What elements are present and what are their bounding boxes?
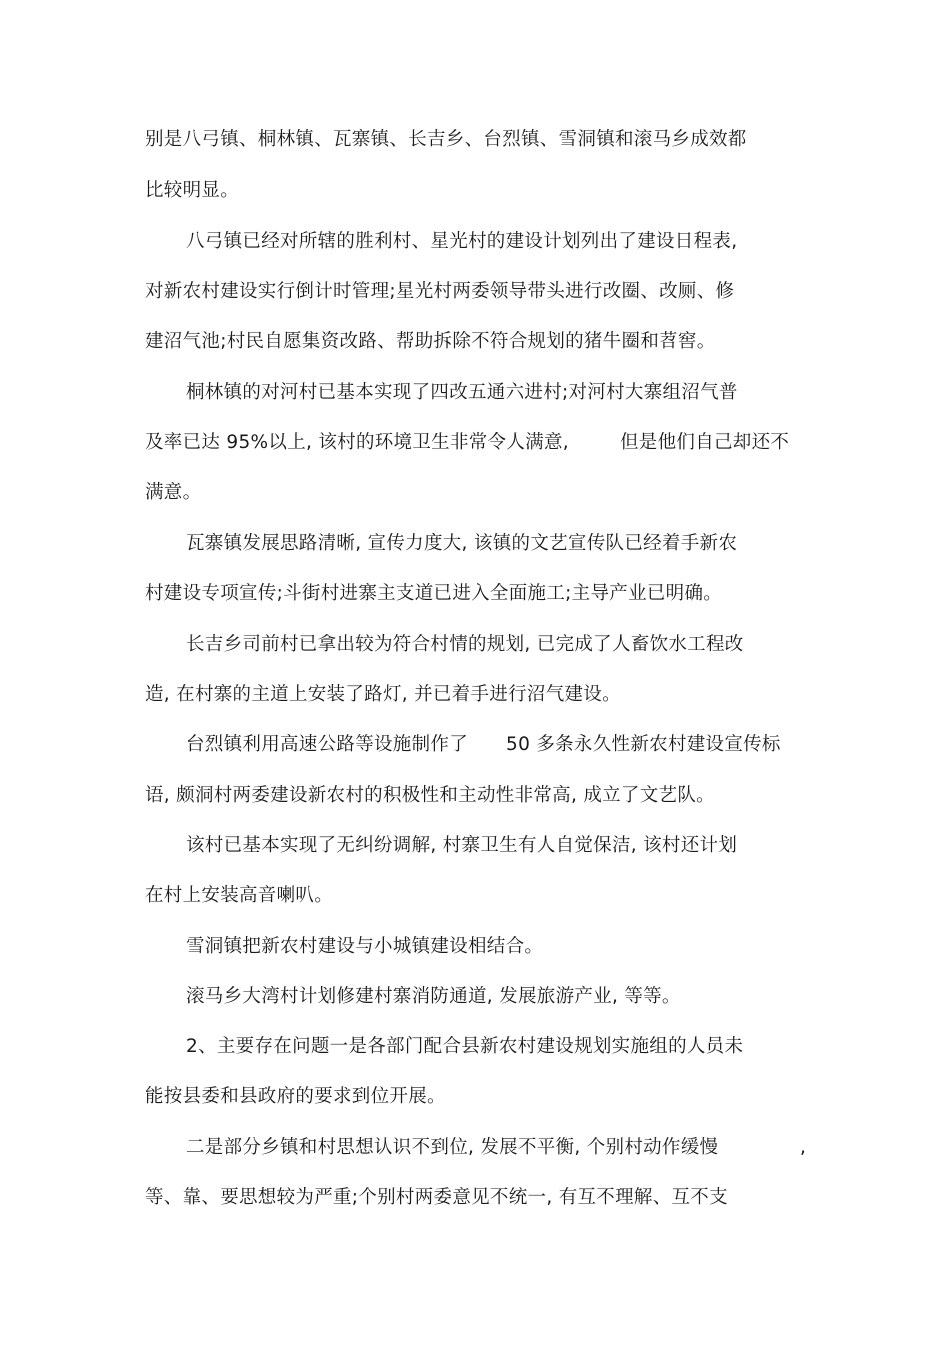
text-line — [0, 125, 950, 155]
text-line-segment: 满意。 — [145, 482, 202, 503]
text-line — [0, 932, 950, 962]
text-line — [0, 378, 950, 408]
text-line-segment: 比较明显。 — [145, 180, 240, 201]
text-line-segment: 瓦寨镇发展思路清晰, 宣传力度大, 该镇的文艺宣传队已经着手新农 — [186, 533, 738, 554]
text-line — [0, 478, 950, 508]
text-line — [0, 579, 950, 609]
text-line-segment: 及率已达 95%以上, 该村的环境卫生非常令人满意, — [145, 432, 569, 453]
text-line-segment: 村建设专项宣传;斗街村进寨主支道已进入全面施工;主导产业已明确。 — [145, 583, 723, 604]
text-line-segment: 等、靠、要思想较为严重;个别村两委意见不统一, 有互不理解、互不支 — [145, 1187, 728, 1208]
text-line — [0, 680, 950, 710]
text-line-segment: 建沼气池;村民自愿集资改路、帮助拆除不符合规划的猪牛圈和苕窖。 — [145, 331, 716, 352]
text-line-segment: 长吉乡司前村已拿出较为符合村情的规划, 已完成了人畜饮水工程改 — [186, 634, 744, 655]
text-line-segment: 该村已基本实现了无纠纷调解, 村寨卫生有人自觉保洁, 该村还计划 — [186, 835, 738, 856]
text-line-segment: 滚马乡大湾村计划修建村寨消防通道, 发展旅游产业, 等等。 — [186, 986, 681, 1007]
text-line-segment: 但是他们自己却还不 — [620, 432, 790, 453]
text-line-segment: 别是八弓镇、桐林镇、瓦寨镇、长吉乡、台烈镇、雪洞镇和滚马乡成效都 — [145, 129, 747, 150]
text-line-segment: 造, 在村寨的主道上安装了路灯, 并已着手进行沼气建设。 — [145, 684, 621, 705]
text-line-segment: 对新农村建设实行倒计时管理;星光村两委领导带头进行改圈、改厕、修 — [145, 281, 735, 302]
text-line-segment: 二是部分乡镇和村思想认识不到位, 发展不平衡, 个别村动作缓慢 — [186, 1137, 719, 1158]
text-line — [0, 831, 950, 861]
text-line-segment: 桐林镇的对河村已基本实现了四改五通六进村;对河村大寨组沼气普 — [186, 382, 738, 403]
text-line-segment: 八弓镇已经对所辖的胜利村、星光村的建设计划列出了建设日程表, — [186, 231, 738, 252]
text-line — [0, 1183, 950, 1213]
text-line — [0, 277, 950, 307]
text-line-segment: 50 多条永久性新农村建设宣传标 — [506, 734, 781, 755]
text-line — [0, 1133, 950, 1163]
text-line-segment: 能按县委和县政府的要求到位开展。 — [145, 1086, 446, 1107]
text-line — [0, 176, 950, 206]
text-line — [0, 982, 950, 1012]
text-line-segment: 雪洞镇把新农村建设与小城镇建设相结合。 — [186, 936, 544, 957]
text-line — [0, 227, 950, 257]
text-line — [0, 529, 950, 559]
text-line — [0, 630, 950, 660]
text-line — [0, 1032, 950, 1062]
text-line-segment: 在村上安装高音喇叭。 — [145, 885, 334, 906]
text-line — [0, 327, 950, 357]
text-line-segment: 2、主要存在问题一是各部门配合县新农村建设规划实施组的人员未 — [186, 1036, 744, 1057]
text-line-segment: , — [800, 1137, 807, 1158]
text-line — [0, 730, 950, 760]
text-line — [0, 781, 950, 811]
text-line-segment: 台烈镇利用高速公路等设施制作了 — [186, 734, 469, 755]
text-line — [0, 1082, 950, 1112]
text-line — [0, 881, 950, 911]
text-line-segment: 语, 颇洞村两委建设新农村的积极性和主动性非常高, 成立了文艺队。 — [145, 785, 715, 806]
text-line — [0, 428, 950, 458]
